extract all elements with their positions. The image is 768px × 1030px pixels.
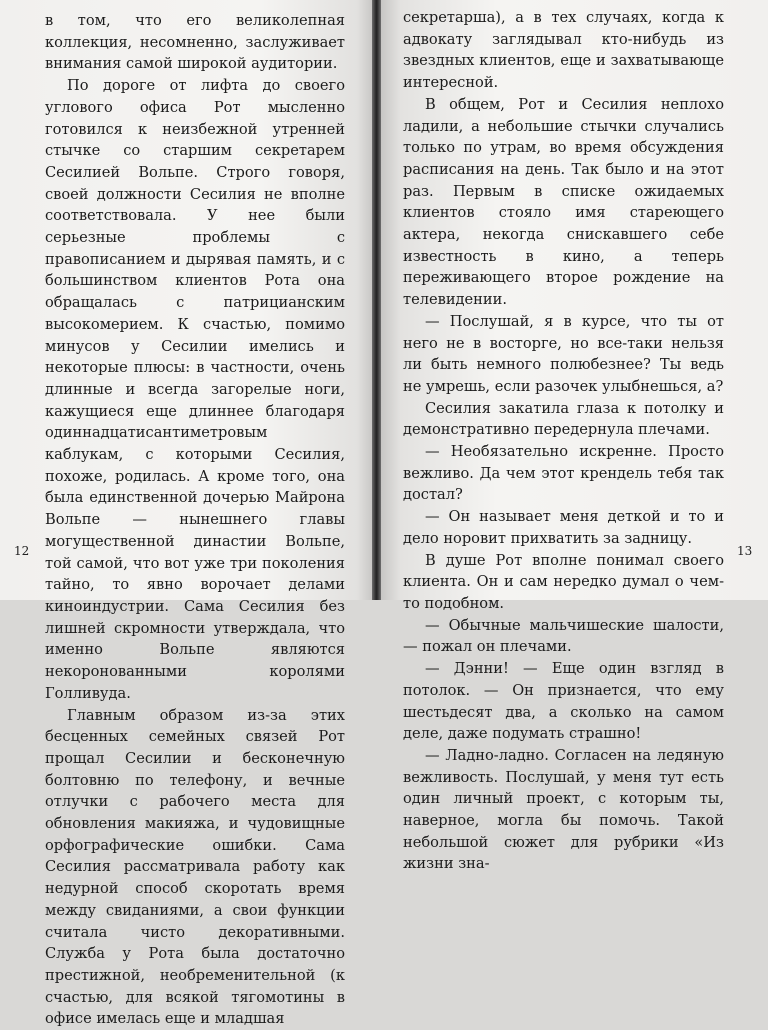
right-page-text: [403, 7, 724, 875]
paragraph: — Он называет меня деткой и то и дело норовит прихватить за задницу.: [403, 506, 724, 549]
paragraph: — Дэнни! — Еще один взгляд в потолок. — Он признается, что ему шестьдесят два, а сколько на самом деле, даже подумать страшно!: [403, 658, 724, 745]
paragraph: — Обычные мальчишеские шалости, — пожал он плечами.: [403, 615, 724, 658]
left-page-text: [45, 10, 345, 1030]
paragraph: — Послушай, я в курсе, что ты от него не в восторге, но все-таки нельзя ли быть немного полюбезнее? Ты ведь не умрешь, если разочек улыбнешься, а?: [403, 311, 724, 398]
paragraph: В общем, Рот и Сесилия неплохо ладили, а небольшие стычки случались только по утрам, во время обсуждения расписания на день. Так было и на этот раз. Первым в списке ожидаемых клиентов стояло имя стареющего актера, некогда снискавшего себе известность в кино, а теперь переживающего второе рождение на телевидении.: [403, 94, 724, 311]
paragraph: По дороге от лифта до своего углового офиса Рот мысленно готовился к неизбежной утренней стычке со старшим секретарем Сесилией Вольпе. Строго говоря, своей должности Сесилия не вполне соответствовала. У нее были серьезные проблемы с правописанием и дырявая память, и с большинством клиентов Рота она обращалась с патрицианским высокомерием. К счастью, помимо минусов у Сесилии имелись и некоторые плюсы: в частности, очень длинные и всегда загорелые ноги, кажущиеся еще длиннее благодаря одиннадцатисантиметровым каблукам, с которыми Сесилия, похоже, родилась. А кроме того, она была единственной дочерью Майрона Вольпе — нынешнего главы могущественной династии Вольпе, той самой, что вот уже три поколения тайно, то явно ворочает делами киноиндустрии. Сама Сесилия без лишней скромности утверждала, что именно Вольпе являются некоронованными королями Голливуда.: [45, 75, 345, 704]
left-page: [0, 0, 372, 600]
paragraph: — Необязательно искренне. Просто вежливо. Да чем этот крендель тебя так достал?: [403, 441, 724, 506]
right-page: [381, 0, 768, 600]
paragraph: в том, что его великолепная коллекция, несомненно, заслуживает внимания самой широкой аудитории.: [45, 10, 345, 75]
paragraph: секретарша), а в тех случаях, когда к адвокату заглядывал кто-нибудь из звездных клиентов, еще и захватывающе интересной.: [403, 7, 724, 94]
page-number-right: 13: [737, 544, 752, 558]
book-gutter: [372, 0, 381, 600]
paragraph: Сесилия закатила глаза к потолку и демонстративно передернула плечами.: [403, 398, 724, 441]
paragraph: — Ладно-ладно. Согласен на ледяную вежливость. Послушай, у меня тут есть один личный проект, с которым ты, наверное, могла бы помочь. Такой небольшой сюжет для рубрики «Из жизни зна-: [403, 745, 724, 875]
paragraph: В душе Рот вполне понимал своего клиента. Он и сам нередко думал о чем-то подобном.: [403, 550, 724, 615]
paragraph: Главным образом из-за этих бесценных семейных связей Рот прощал Сесилии и бесконечную болтовню по телефону, и вечные отлучки с рабочего места для обновления макияжа, и чудовищные орфографические ошибки. Сама Сесилия рассматривала работу как недурной способ скоротать время между свиданиями, а свои функции считала чисто декоративными. Служба у Рота была достаточно престижной, необременительной (к счастью, для всякой тягомотины в офисе имелась еще и младшая: [45, 705, 345, 1030]
page-number-left: 12: [14, 544, 29, 558]
